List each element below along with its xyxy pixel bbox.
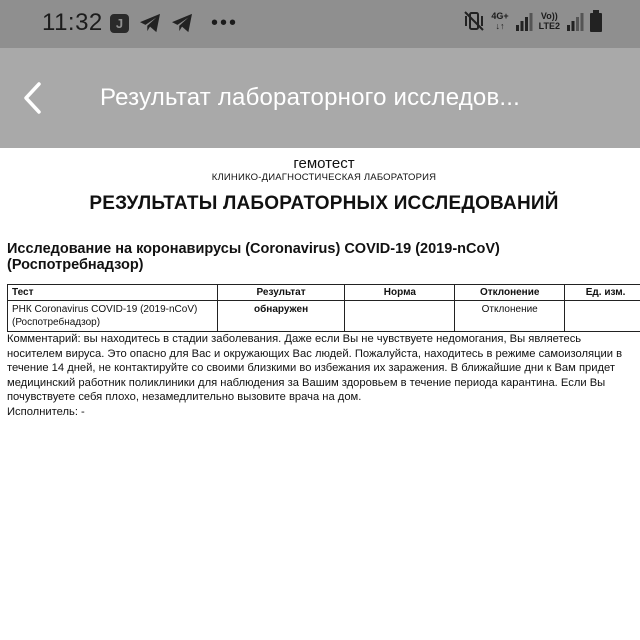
report-comment: Комментарий: вы находитесь в стадии заболевания. Даже если Вы не чувствуете недомогания, Вы являетесь носителем вируса. Это опасно для Вас и окружающих Вас людей. Пожалуйста, находитесь в режиме самоизоляции в течение 14 дней, не контактируйте со своими близкими во избежания их заражения. В ближайшие дни к Вам придет медицинский работник поликлиники для наблюдения за Вашим здоровьем в течение периода карантина. Если Вы почувствуете себя плохо, незамедлительно вызовите врача на дом. [7,333,623,403]
status-bar [0,0,640,48]
signal-bars-icon [515,10,533,32]
status-time: 11:32 [42,9,103,36]
volte-indicator [539,11,560,31]
telegram-icon [139,13,161,33]
results-table [7,284,640,332]
data-arrows-icon: ↓↑ [495,21,505,31]
cell-test: РНК Coronavirus COVID-19 (2019-nCoV) (Роспотребнадзор) [8,301,218,332]
app-notification-icon: J [110,14,129,33]
study-title: Исследование на коронавирусы (Coronavirus) COVID-19 (2019-nCoV) (Роспотребнадзор) [7,241,500,273]
cell-result: обнаружен [217,301,345,332]
battery-icon [590,10,602,32]
status-system-icons [463,10,602,32]
report-comment-block [7,332,635,419]
app-bar [0,48,640,148]
report-title: РЕЗУЛЬТАТЫ ЛАБОРАТОРНЫХ ИССЛЕДОВАНИЙ [89,193,559,214]
lte2-label: LTE2 [538,21,560,31]
column-header-norm: Норма [345,285,455,301]
mute-vibrate-icon [463,10,485,32]
table-header-row [8,285,640,301]
page-title: Результат лабораторного исследов... [100,84,521,111]
column-header-deviation: Отклонение [455,285,565,301]
lab-subtitle: КЛИНИКО-ДИАГНОСТИЧЕСКАЯ ЛАБОРАТОРИЯ [211,172,437,183]
cell-norm [345,301,455,332]
column-header-unit: Ед. изм. [565,285,640,301]
cell-unit [565,301,640,332]
lab-name: гемотест [293,155,355,172]
volte-label: Vo)) [540,11,558,21]
back-arrow-icon[interactable] [18,80,48,116]
table-row [8,301,640,332]
cell-deviation: Отклонение [455,301,565,332]
status-notification-icons [110,13,238,33]
network-4g-label: 4G+ [491,11,509,21]
column-header-result: Результат [217,285,345,301]
column-header-test: Тест [8,285,218,301]
report-executor: Исполнитель: - [7,405,85,418]
network-type-indicator [491,11,508,31]
more-dots-icon: ••• [211,12,239,34]
signal-bars-icon [566,10,584,32]
telegram-icon [171,13,193,33]
